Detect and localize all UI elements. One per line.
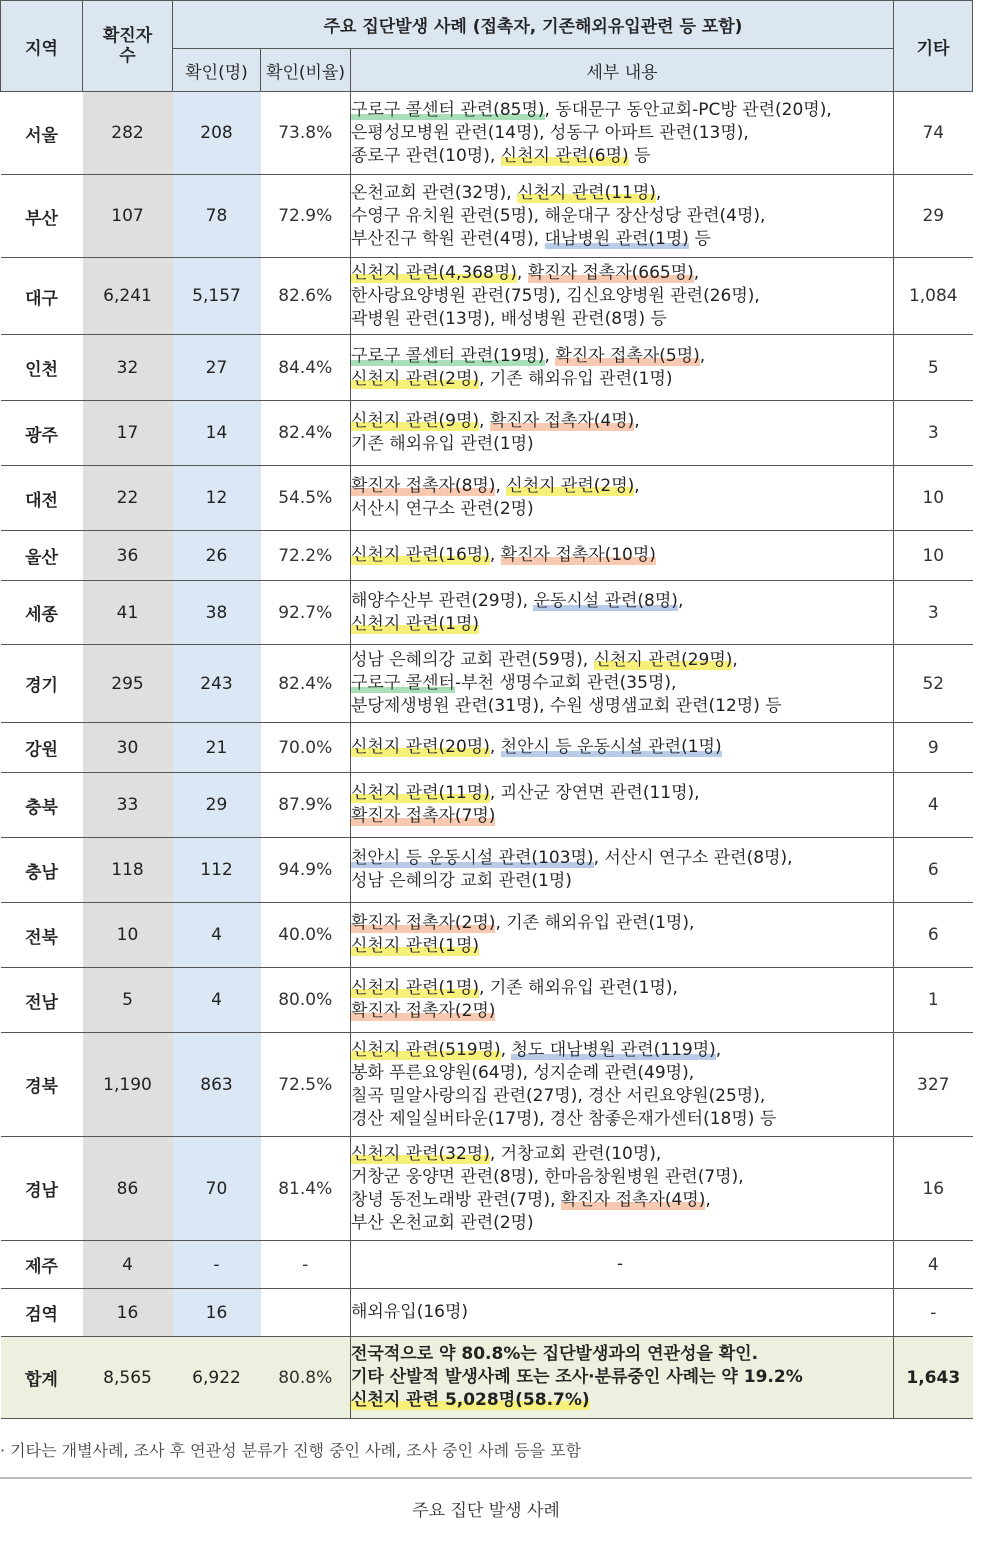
detail-segment: , 동대문구 동안교회-PC방 관련(20명), <box>544 99 832 120</box>
detail-segment: 수영구 유치원 관련(5명), 해운대구 장산성당 관련(4명), <box>351 205 766 226</box>
detail-segment: , <box>655 182 662 203</box>
detail-segment: , <box>500 1039 512 1060</box>
detail-line <box>351 1062 889 1085</box>
confirmed-ratio-cell: 80.8% <box>261 1337 351 1419</box>
detail-segment: , <box>693 262 700 283</box>
etc-cell: 3 <box>894 401 973 466</box>
confirmed-count-cell: 4 <box>173 903 261 968</box>
detail-segment: 곽병원 관련(13명), 배성병원 관련(8명) 등 <box>351 308 667 329</box>
detail-cell <box>351 335 894 401</box>
detail-line <box>351 912 889 935</box>
confirmed-count-cell: 12 <box>173 466 261 531</box>
region-cell: 제주 <box>1 1241 83 1289</box>
confirmed-ratio-cell: 92.7% <box>261 581 351 645</box>
total-cell: 10 <box>83 903 173 968</box>
detail-segment: - <box>616 1254 624 1274</box>
confirmed-count-cell: 78 <box>173 175 261 258</box>
etc-cell: 10 <box>894 531 973 581</box>
detail-segment: 봉화 푸른요양원(64명), 성지순례 관련(49명), <box>351 1062 695 1083</box>
detail-line <box>351 870 889 893</box>
detail-cell <box>351 1033 894 1137</box>
table-row <box>1 968 973 1033</box>
detail-segment: 성남 은혜의강 교회 관련(59명), <box>351 650 594 670</box>
detail-segment: 신천지 관련(9명) <box>351 411 480 431</box>
table-row <box>1 92 973 175</box>
detail-line <box>351 649 889 672</box>
detail-cell <box>351 773 894 838</box>
confirmed-count-cell: 4 <box>173 968 261 1033</box>
table-row <box>1 531 973 581</box>
detail-segment: , <box>516 262 528 283</box>
region-cell: 충남 <box>1 838 83 903</box>
detail-line <box>351 1389 889 1412</box>
total-cell: 33 <box>83 773 173 838</box>
detail-segment: 신천지 관련(11명) <box>517 182 656 203</box>
detail-line <box>351 613 889 636</box>
detail-segment: 신천지 관련(519명) <box>351 1039 501 1060</box>
detail-segment: 칠곡 밀알사랑의집 관련(27명), 경산 서린요양원(25명), <box>351 1085 766 1106</box>
total-cell: 118 <box>83 838 173 903</box>
detail-segment: 천안시 등 운동시설 관련(103명) <box>351 848 594 868</box>
detail-segment: 확진자 접촉자(10명) <box>500 545 656 565</box>
total-cell: 5 <box>83 968 173 1033</box>
etc-cell: 10 <box>894 466 973 531</box>
detail-line <box>351 1000 889 1023</box>
table-row <box>1 466 973 531</box>
detail-line <box>351 308 889 331</box>
detail-line <box>351 695 889 718</box>
detail-line <box>351 672 889 695</box>
total-cell: 16 <box>83 1289 173 1337</box>
header-region: 지역 <box>1 1 83 92</box>
detail-cell <box>351 1241 894 1289</box>
table-row <box>1 1033 973 1137</box>
confirmed-ratio-cell: 72.9% <box>261 175 351 258</box>
region-cell: 대전 <box>1 466 83 531</box>
detail-cell <box>351 1289 894 1337</box>
detail-cell <box>351 903 894 968</box>
region-cell: 전남 <box>1 968 83 1033</box>
confirmed-ratio-cell: 70.0% <box>261 723 351 773</box>
confirmed-ratio-cell: 82.4% <box>261 645 351 723</box>
detail-segment: 부산 온천교회 관련(2명) <box>351 1212 534 1233</box>
table-row <box>1 401 973 466</box>
header-group: 주요 집단발생 사례 (접촉자, 기존해외유입관련 등 포함) <box>173 1 894 49</box>
table-row <box>1 723 973 773</box>
total-cell: 282 <box>83 92 173 175</box>
detail-line <box>351 977 889 1000</box>
summary-row <box>1 1337 973 1419</box>
detail-segment: 구로구 콜센터 관련(19명) <box>351 345 545 366</box>
confirmed-count-cell: 208 <box>173 92 261 175</box>
detail-segment: , 기존 해외유입 관련(1명) <box>479 368 673 389</box>
detail-line <box>351 1166 889 1189</box>
total-cell: 295 <box>83 645 173 723</box>
etc-cell: 1 <box>894 968 973 1033</box>
region-cell: 인천 <box>1 335 83 401</box>
detail-segment: , <box>705 1189 711 1210</box>
detail-segment: 신천지 관련(2명) <box>506 476 635 496</box>
total-cell: 22 <box>83 466 173 531</box>
table-row <box>1 1241 973 1289</box>
detail-line <box>351 805 889 828</box>
detail-segment: 해양수산부 관련(29명), <box>351 590 534 611</box>
detail-segment: 신천지 관련 5,028명(58.7%) <box>351 1390 590 1410</box>
detail-segment: -부천 생명수교회 관련(35명), <box>454 673 677 693</box>
detail-cell <box>351 92 894 175</box>
detail-segment: 신천지 관련(29명) <box>593 650 733 670</box>
detail-cell <box>351 645 894 723</box>
confirmed-count-cell: 863 <box>173 1033 261 1137</box>
detail-segment: 성남 은혜의강 교회 관련(1명) <box>351 871 572 891</box>
detail-segment: 신천지 관련(16명) <box>351 545 490 565</box>
detail-segment: , <box>732 650 738 670</box>
confirmed-count-cell: - <box>173 1241 261 1289</box>
table-row <box>1 1289 973 1337</box>
header-confirmed-ratio: 확인(비율) <box>261 49 351 92</box>
confirmed-ratio-cell: 54.5% <box>261 466 351 531</box>
total-cell: 41 <box>83 581 173 645</box>
detail-line <box>351 182 889 205</box>
confirmed-ratio-cell: 84.4% <box>261 335 351 401</box>
etc-cell: 327 <box>894 1033 973 1137</box>
detail-line <box>351 145 889 168</box>
region-cell: 강원 <box>1 723 83 773</box>
table-row <box>1 175 973 258</box>
detail-segment: , <box>495 476 507 496</box>
confirmed-ratio-cell: 72.5% <box>261 1033 351 1137</box>
etc-cell: 9 <box>894 723 973 773</box>
total-cell: 4 <box>83 1241 173 1289</box>
detail-segment: 구로구 콜센터 관련(85명) <box>351 99 545 120</box>
detail-segment: 거창군 웅양면 관련(8명), 한마음창원병원 관련(7명), <box>351 1166 744 1187</box>
detail-line <box>351 1366 889 1389</box>
etc-cell: 5 <box>894 335 973 401</box>
region-cell: 경기 <box>1 645 83 723</box>
detail-segment: 전국적으로 약 80.8%는 집단발생과의 연관성을 확인. <box>351 1344 759 1364</box>
detail-line <box>351 847 889 870</box>
header-confirmed-count: 확인(명) <box>173 49 261 92</box>
detail-segment: 부산진구 학원 관련(4명), <box>351 228 545 249</box>
etc-cell: 4 <box>894 773 973 838</box>
detail-line <box>351 262 889 285</box>
detail-segment: 신천지 관련(32명) <box>351 1143 490 1164</box>
detail-segment: , <box>634 476 640 496</box>
detail-segment: 해외유입(16명) <box>351 1302 469 1322</box>
detail-cell <box>351 531 894 581</box>
detail-segment: 신천지 관련(1명) <box>351 613 480 634</box>
detail-line <box>351 1108 889 1131</box>
detail-segment: , 서산시 연구소 관련(8명), <box>593 848 793 868</box>
detail-segment: 확진자 접촉자(665명) <box>527 262 694 283</box>
total-cell: 8,565 <box>83 1337 173 1419</box>
detail-cell <box>351 1137 894 1241</box>
detail-line <box>351 285 889 308</box>
detail-cell <box>351 838 894 903</box>
detail-segment: 분당제생병원 관련(31명), 수원 생명샘교회 관련(12명) 등 <box>351 696 782 716</box>
detail-line <box>351 1343 889 1366</box>
confirmed-count-cell: 16 <box>173 1289 261 1337</box>
detail-segment: , <box>544 345 556 366</box>
detail-line <box>351 782 889 805</box>
region-cell: 검역 <box>1 1289 83 1337</box>
detail-segment: , 기존 해외유입 관련(1명), <box>479 978 678 998</box>
table-row <box>1 258 973 335</box>
detail-segment: 확진자 접촉자(4명) <box>489 411 635 431</box>
etc-cell: 1,643 <box>894 1337 973 1419</box>
detail-line <box>351 433 889 456</box>
region-cell: 전북 <box>1 903 83 968</box>
detail-line <box>351 1143 889 1166</box>
detail-cell <box>351 968 894 1033</box>
confirmed-ratio-cell <box>261 1289 351 1337</box>
confirmed-ratio-cell: 87.9% <box>261 773 351 838</box>
detail-line <box>351 1189 889 1212</box>
caption: 주요 집단 발생 사례 <box>412 1501 560 1521</box>
detail-cell <box>351 723 894 773</box>
confirmed-ratio-cell: 40.0% <box>261 903 351 968</box>
total-cell: 1,190 <box>83 1033 173 1137</box>
confirmed-count-cell: 112 <box>173 838 261 903</box>
confirmed-ratio-cell: 94.9% <box>261 838 351 903</box>
detail-segment: 기타 산발적 발생사례 또는 조사·분류중인 사례는 약 19.2% <box>351 1367 803 1387</box>
confirmed-count-cell: 21 <box>173 723 261 773</box>
detail-segment: 신천지 관련(6명) <box>500 145 629 166</box>
detail-cell <box>351 175 894 258</box>
detail-cell <box>351 258 894 335</box>
detail-segment: , <box>699 345 706 366</box>
detail-segment: , <box>634 411 640 431</box>
detail-segment: 확진자 접촉자(7명) <box>351 806 496 826</box>
region-cell: 울산 <box>1 531 83 581</box>
detail-segment: 온천교회 관련(32명), <box>351 182 518 203</box>
confirmed-ratio-cell: 73.8% <box>261 92 351 175</box>
etc-cell: 29 <box>894 175 973 258</box>
detail-segment: 신천지 관련(2명) <box>351 368 480 389</box>
total-cell: 30 <box>83 723 173 773</box>
confirmed-count-cell: 6,922 <box>173 1337 261 1419</box>
detail-segment: 신천지 관련(11명) <box>351 783 490 803</box>
confirmed-count-cell: 38 <box>173 581 261 645</box>
table-row <box>1 838 973 903</box>
detail-segment: , <box>489 545 501 565</box>
divider <box>0 1477 972 1479</box>
detail-segment: 경산 제일실버타운(17명), 경산 참좋은재가센터(18명) 등 <box>351 1108 777 1129</box>
detail-line <box>351 935 889 958</box>
detail-segment: 확진자 접촉자(2명) <box>351 1001 496 1021</box>
etc-cell: 74 <box>894 92 973 175</box>
total-cell: 86 <box>83 1137 173 1241</box>
table-body <box>1 92 973 1419</box>
confirmed-count-cell: 14 <box>173 401 261 466</box>
table-row <box>1 581 973 645</box>
detail-line <box>351 736 889 759</box>
detail-segment: 신천지 관련(4,368명) <box>351 262 517 283</box>
header-detail: 세부 내용 <box>351 49 894 92</box>
detail-segment: 운동시설 관련(8명) <box>533 590 678 611</box>
etc-cell: 52 <box>894 645 973 723</box>
confirmed-ratio-cell: 72.2% <box>261 531 351 581</box>
etc-cell: 16 <box>894 1137 973 1241</box>
total-cell: 17 <box>83 401 173 466</box>
detail-line <box>351 544 889 567</box>
region-cell: 충북 <box>1 773 83 838</box>
table-row <box>1 1137 973 1241</box>
detail-line <box>351 368 889 391</box>
confirmed-count-cell: 70 <box>173 1137 261 1241</box>
detail-segment: 확진자 접촉자(2명) <box>351 913 496 933</box>
detail-segment: 청도 대남병원 관련(119명) <box>511 1039 716 1060</box>
etc-cell: 3 <box>894 581 973 645</box>
detail-line <box>351 99 889 122</box>
detail-segment: 신천지 관련(20명) <box>351 737 490 757</box>
detail-segment: 기존 해외유입 관련(1명) <box>351 434 534 454</box>
region-cell: 대구 <box>1 258 83 335</box>
confirmed-ratio-cell: 80.0% <box>261 968 351 1033</box>
detail-line <box>351 498 889 521</box>
confirmed-ratio-cell: 82.4% <box>261 401 351 466</box>
confirmed-count-cell: 26 <box>173 531 261 581</box>
detail-cell <box>351 401 894 466</box>
detail-segment: , 기존 해외유입 관련(1명), <box>495 913 695 933</box>
region-cell: 광주 <box>1 401 83 466</box>
region-cell: 서울 <box>1 92 83 175</box>
detail-segment: 확진자 접촉자(8명) <box>351 476 496 496</box>
detail-segment: , <box>479 411 490 431</box>
detail-segment: 서산시 연구소 관련(2명) <box>351 499 534 519</box>
detail-segment: 창녕 동전노래방 관련(7명), <box>351 1189 561 1210</box>
detail-line <box>351 1085 889 1108</box>
detail-segment: 등 <box>628 145 651 166</box>
total-cell: 32 <box>83 335 173 401</box>
detail-segment: 종로구 관련(10명), <box>351 145 501 166</box>
detail-segment: 천안시 등 운동시설 관련(1명) <box>500 737 722 757</box>
detail-segment: , 괴산군 장연면 관련(11명), <box>489 783 700 803</box>
detail-line <box>351 345 889 368</box>
confirmed-count-cell: 27 <box>173 335 261 401</box>
confirmed-ratio-cell: - <box>261 1241 351 1289</box>
detail-segment: , <box>489 737 501 757</box>
detail-segment: , 거창교회 관련(10명), <box>489 1143 662 1164</box>
detail-segment: 구로구 콜센터 <box>351 673 455 693</box>
detail-cell <box>351 581 894 645</box>
confirmed-count-cell: 243 <box>173 645 261 723</box>
detail-line <box>351 1212 889 1235</box>
detail-segment: 등 <box>688 228 711 249</box>
etc-cell: 6 <box>894 838 973 903</box>
detail-line <box>351 122 889 145</box>
total-cell: 36 <box>83 531 173 581</box>
header-total <box>83 1 173 92</box>
detail-cell <box>351 1337 894 1419</box>
detail-line <box>351 1253 889 1276</box>
footnote: · 기타는 개별사례, 조사 후 연관성 분류가 진행 중인 사례, 조사 중인 사례 등을 포함 <box>0 1441 582 1460</box>
table-row <box>1 903 973 968</box>
header-total-label: 확진자 수 <box>102 26 153 66</box>
detail-segment: 확진자 접촉자(4명) <box>560 1189 706 1210</box>
detail-segment: 은평성모병원 관련(14명), 성동구 아파트 관련(13명), <box>351 122 749 143</box>
total-cell: 6,241 <box>83 258 173 335</box>
detail-segment: 확진자 접촉자(5명) <box>555 345 700 366</box>
table-row <box>1 335 973 401</box>
etc-cell: - <box>894 1289 973 1337</box>
detail-line <box>351 205 889 228</box>
detail-segment: 대남병원 관련(1명) <box>544 228 689 249</box>
etc-cell: 1,084 <box>894 258 973 335</box>
region-cell: 합계 <box>1 1337 83 1419</box>
confirmed-ratio-cell: 82.6% <box>261 258 351 335</box>
region-cell: 경남 <box>1 1137 83 1241</box>
detail-line <box>351 228 889 251</box>
detail-segment: 한사랑요양병원 관련(75명), 김신요양병원 관련(26명), <box>351 285 760 306</box>
header-etc: 기타 <box>894 1 973 92</box>
total-cell: 107 <box>83 175 173 258</box>
detail-segment: , <box>677 590 684 611</box>
etc-cell: 6 <box>894 903 973 968</box>
region-cell: 세종 <box>1 581 83 645</box>
detail-line <box>351 475 889 498</box>
detail-line <box>351 1301 889 1324</box>
detail-line <box>351 590 889 613</box>
detail-segment: 신천지 관련(1명) <box>351 936 480 956</box>
confirmed-count-cell: 29 <box>173 773 261 838</box>
etc-cell: 4 <box>894 1241 973 1289</box>
confirmed-count-cell: 5,157 <box>173 258 261 335</box>
detail-cell <box>351 466 894 531</box>
region-cell: 부산 <box>1 175 83 258</box>
table-row <box>1 773 973 838</box>
region-cell: 경북 <box>1 1033 83 1137</box>
detail-line <box>351 1039 889 1062</box>
detail-segment: 신천지 관련(1명) <box>351 978 480 998</box>
table-row <box>1 645 973 723</box>
detail-segment: , <box>715 1039 722 1060</box>
detail-line <box>351 410 889 433</box>
confirmed-ratio-cell: 81.4% <box>261 1137 351 1241</box>
